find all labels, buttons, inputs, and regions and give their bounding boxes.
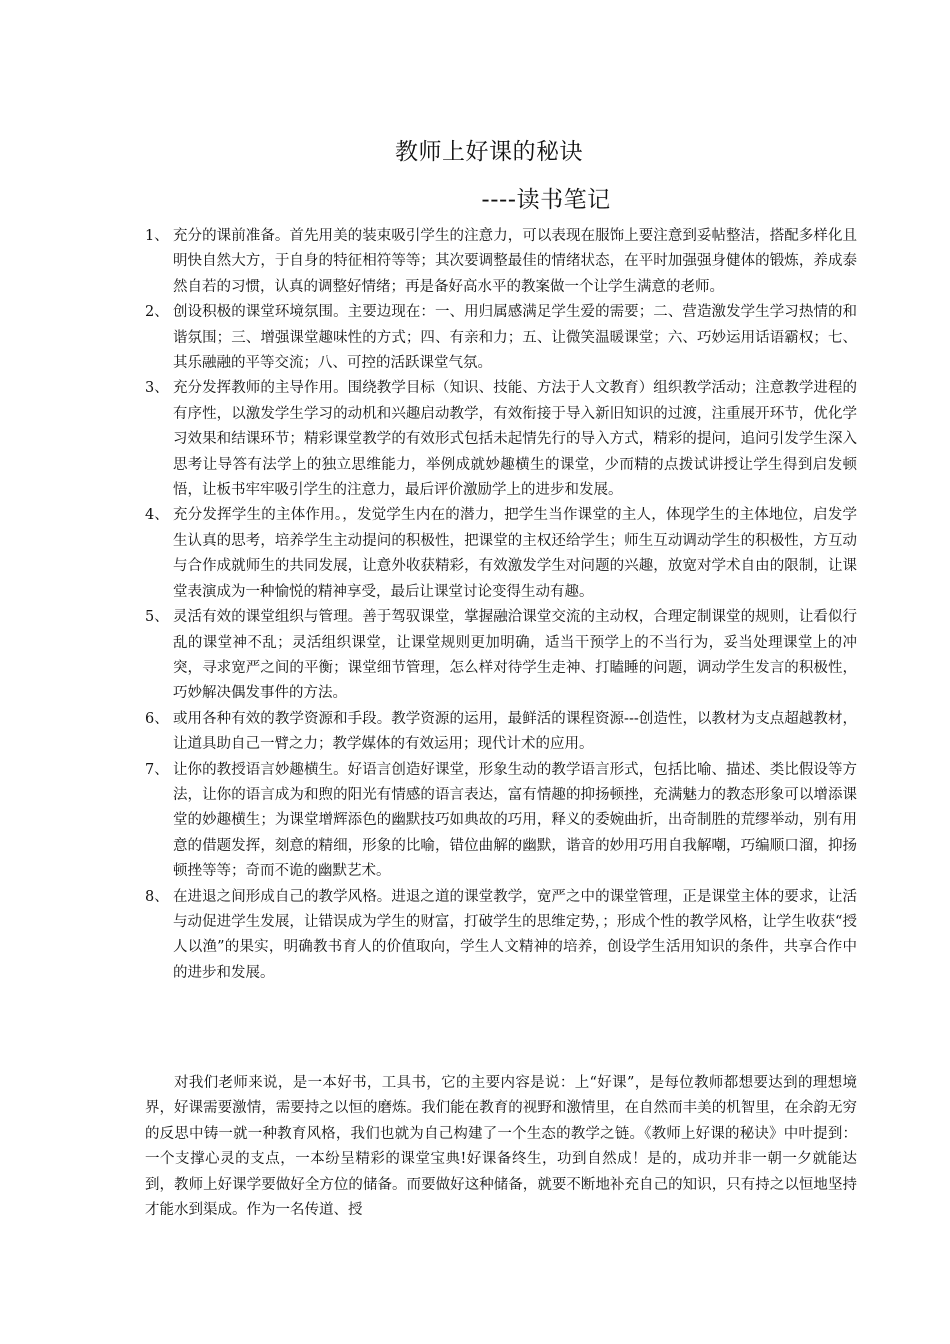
list-item-number: 2、 bbox=[145, 304, 169, 321]
document-title: 教师上好课的秘诀 bbox=[395, 139, 583, 165]
list-item bbox=[145, 224, 857, 300]
closing-paragraph: 对我们老师来说，是一本好书，工具书，它的主要内容是说：上“好课”，是每位教师都想要达到的理想境界，好课需要激情，需要持之以恒的磨炼。我们能在教育的视野和激情里，在自然而丰美的机智里，在余韵无穷的反思中铸一就一种教育风格，我们也就为自己构建了一个生态的教学之链。《教师上好课的秘诀》中叶提到：一个支撑心灵的支点，一本纷呈精彩的课堂宝典!好课备终生，功到自然成！是的，成功并非一朝一夕就能达到，教师上好课学要做好全方位的储备。而要做好这种储备，就要不断地补充自己的知识，只有持之以恒地坚持才能水到渠成。作为一名传道、授 bbox=[145, 1075, 857, 1219]
list-item-number: 1、 bbox=[145, 228, 169, 244]
document-subtitle: ----读书笔记 bbox=[481, 187, 611, 213]
tips-list bbox=[145, 224, 857, 986]
list-item-number: 5、 bbox=[145, 609, 169, 626]
list-item bbox=[145, 503, 857, 605]
list-item-text: 充分发挥教师的主导作用。围绕教学目标（知识、技能、方法于人文教育）组织教学活动；注意教学进程的有序性，以激发学生学习的动机和兴趣启动教学，有效衔接于导入新旧知识的过渡，注重展开环节，优化学习效果和结课环节；精彩课堂教学的有效形式包括未起情先行的导入方式，精彩的提问，追问引发学生深入思考让导答有法学上的独立思维能力，举例成就妙趣横生的课堂，少而精的点拨试讲授让学生得到启发顿悟，让板书牢牢吸引学生的注意力，最后评价激励学上的进步和发展。 bbox=[173, 380, 857, 499]
list-item bbox=[145, 885, 857, 987]
list-item-text: 充分发挥学生的主体作用。，发觉学生内在的潜力，把学生当作课堂的主人，体现学生的主体地位，启发学生认真的思考，培养学生主动提问的积极性，把课堂的主权还给学生；师生互动调动学生的积极性，方互动与合作成就师生的共同发展，让意外收获精彩，有效激发学生对问题的兴趣，放宽对学术自由的限制，让课堂表演成为一种愉悦的精神享受，最后让课堂讨论变得生动有趣。 bbox=[173, 507, 857, 600]
list-item-text: 创设积极的课堂环境氛围。主要边现在：一、用归属感满足学生爱的需要；二、营造激发学生学习热情的和谐氛围；三、增强课堂趣味性的方式；四、有亲和力；五、让微笑温暖课堂；六、巧妙运用话语霸权；七、其乐融融的平等交流；八、可控的活跃课堂气氛。 bbox=[173, 304, 857, 372]
list-item-text: 灵活有效的课堂组织与管理。善于驾驭课堂，掌握融洽课堂交流的主动权，合理定制课堂的规则，让看似行乱的课堂神不乱；灵活组织课堂，让课堂规则更加明确，适当干预学上的不当行为，妥当处理课堂上的冲突，寻求宽严之间的平衡；课堂细节管理，怎么样对待学生走神、打瞌睡的问题，调动学生发言的积极性，巧妙解决偶发事件的方法。 bbox=[173, 609, 857, 702]
list-item-text: 让你的教授语言妙趣横生。好语言创造好课堂，形象生动的教学语言形式，包括比喻、描述、类比假设等方法，让你的语言成为和煦的阳光有情感的语言表达，富有情趣的抑扬顿挫，充满魅力的教态形象可以增添课堂的妙趣横生；为课堂增辉添色的幽默技巧如典故的巧用，释义的委婉曲折，出奇制胜的荒缪举动，别有用意的借题发挥，刻意的精细，形象的比喻，错位曲解的幽默，谐音的妙用巧用自我解嘲，巧编顺口溜，抑扬顿挫等等；奇而不诡的幽默艺术。 bbox=[173, 761, 857, 880]
list-item-text: 在进退之间形成自己的教学风格。进退之道的课堂教学，宽严之中的课堂管理，正是课堂主体的要求，让活与动促进学生发展，让错误成为学生的财富，打破学生的思维定势，；形成个性的教学风格，让学生收获“授人以渔”的果实，明确教书育人的价值取向，学生人文精神的培养，创设学生活用知识的条件，共享合作中的进步和发展。 bbox=[173, 888, 857, 981]
list-item-text: 或用各种有效的教学资源和手段。教学资源的运用，最鲜活的课程资源---创造性，以教材为支点超越教材，让道具助自己一臂之力；教学媒体的有效运用；现代计术的应用。 bbox=[173, 710, 857, 753]
list-item bbox=[145, 376, 857, 503]
list-item-text: 充分的课前准备。首先用美的装束吸引学生的注意力，可以表现在服饰上要注意到妥帖整洁，搭配多样化且明快自然大方，于自身的特征相符等等；其次要调整最佳的情绪状态，在平时加强强身健体的锻炼，养成泰然自若的习惯，认真的调整好情绪；再是备好高水平的教案做一个让学生满意的老师。 bbox=[173, 228, 857, 295]
list-item-number: 3、 bbox=[145, 380, 169, 397]
list-item-number: 8、 bbox=[145, 888, 169, 905]
list-item-number: 7、 bbox=[145, 761, 169, 778]
list-item bbox=[145, 300, 857, 376]
list-item-number: 6、 bbox=[145, 710, 169, 727]
list-item bbox=[145, 758, 857, 885]
list-item bbox=[145, 707, 857, 758]
list-item bbox=[145, 605, 857, 707]
list-item-number: 4、 bbox=[145, 507, 169, 524]
